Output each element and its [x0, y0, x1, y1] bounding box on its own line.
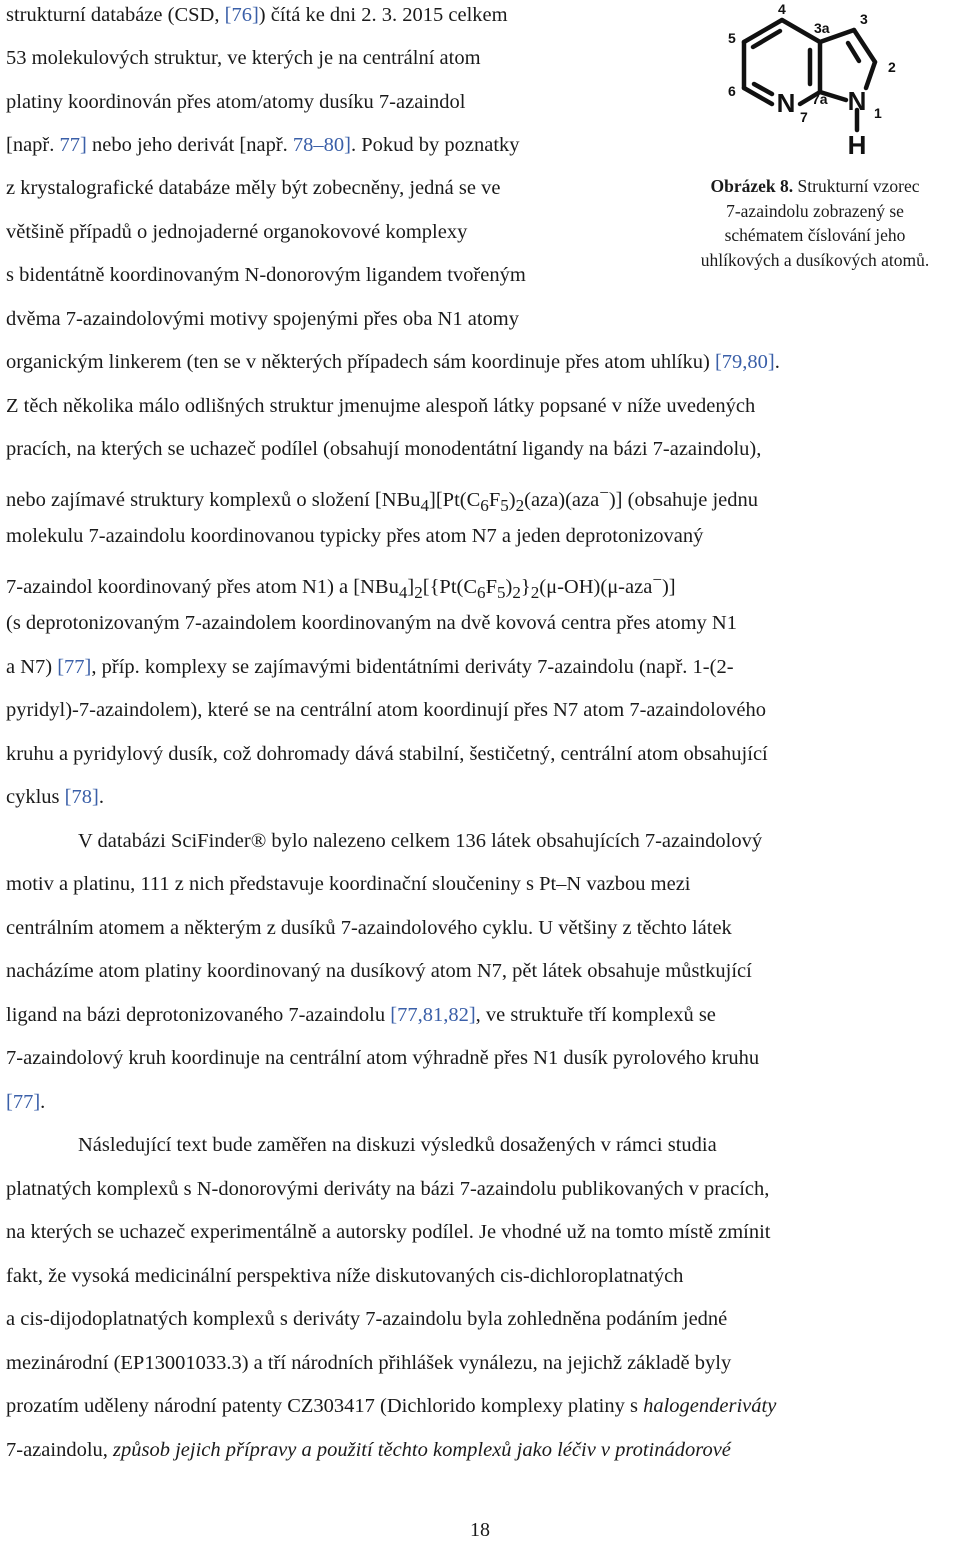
text-line: kruhu a pyridylový dusík, což dohromady dává stabilní, šestičetný, centrální atom obsahující	[6, 743, 768, 765]
text-line: 7-azaindol koordinovaný přes atom N1) a $[NBu_4]_2[\{Pt(C_6F_5)_2\}_2(\mu-OH)(\mu-aza^-)]$	[6, 570, 676, 602]
citation-link[interactable]: [77,81,82]	[390, 1004, 476, 1026]
text-line: na kterých se uchazeč experimentálně a autorsky podílel. Je vhodné už na tomto místě zmínit	[6, 1221, 771, 1243]
text-line: Následující text bude zaměřen na diskuzi výsledků dosažených v rámci studia	[78, 1134, 717, 1156]
citation-link[interactable]: 78–80]	[292, 134, 351, 156]
text-line: centrálním atomem a některým z dusíků 7-azaindolového cyklu. U většiny z těchto látek	[6, 917, 732, 939]
text-line: pracích, na kterých se uchazeč podílel (obsahují monodentátní ligandy na bázi 7-azaindolu),	[6, 438, 762, 460]
text-line: platiny koordinován přes atom/atomy dusíku 7-azaindol	[6, 91, 466, 113]
locant-6: 6	[728, 83, 736, 99]
text-line: mezinárodní (EP13001033.3) a tří národních přihlášek vynálezu, na jejichž základě byly	[6, 1352, 732, 1374]
caption-line: schématem číslování jeho	[724, 225, 906, 245]
atom-label-n1: N	[847, 86, 867, 116]
text-line: [např. 77] nebo jeho derivát [např. 78–80]. Pokud by poznatky	[6, 134, 520, 156]
citation-link[interactable]: 77]	[59, 134, 87, 156]
text-line: platnatých komplexů s N-donorovými deriváty na bázi 7-azaindolu publikovaných v pracích,	[6, 1178, 770, 1200]
text-line: většině případů o jednojaderné organokovové komplexy	[6, 221, 468, 243]
locant-7: 7	[800, 109, 808, 125]
text-line: strukturní databáze (CSD, [76]) čítá ke dni 2. 3. 2015 celkem	[6, 4, 508, 26]
text-line: Z těch několika málo odlišných struktur jmenujme alespoň látky popsané v níže uvedených	[6, 395, 756, 417]
text-line: (s deprotonizovaným 7-azaindolem koordinovaným na dvě kovová centra přes atomy N1	[6, 612, 737, 634]
citation-link[interactable]: [78]	[64, 786, 99, 808]
citation-link[interactable]: [76]	[224, 4, 259, 26]
citation-link[interactable]: [77]	[6, 1091, 41, 1113]
caption-line: Strukturní vzorec	[797, 176, 920, 196]
locant-4: 4	[778, 1, 786, 17]
caption-line: 7-azaindolu zobrazený se	[726, 200, 904, 221]
text-line: prozatím uděleny národní patenty CZ303417 (Dichlorido komplexy platiny s halogenderiváty	[6, 1395, 777, 1417]
text-line: 7-azaindolu, způsob jejich přípravy a použití těchto komplexů jako léčiv v protinádorové	[6, 1439, 731, 1461]
caption-label: Obrázek 8.	[710, 176, 794, 196]
atom-label-n7: N	[776, 88, 796, 118]
text-line: 7-azaindolový kruh koordinuje na centrální atom výhradně přes N1 dusík pyrolového kruhu	[6, 1047, 760, 1069]
text-line: nacházíme atom platiny koordinovaný na dusíkový atom N7, pět látek obsahuje můstkující	[6, 960, 752, 982]
text-line: dvěma 7-azaindolovými motivy spojenými přes oba N1 atomy	[6, 308, 519, 330]
text-line: nebo zajímavé struktury komplexů o složení $[NBu_4][Pt(C_6F_5)_2(aza)(aza^-)]$ (obsahuje jednu	[6, 483, 759, 515]
locant-5: 5	[728, 30, 736, 46]
caption-line: uhlíkových a dusíkových atomů.	[700, 249, 930, 270]
text-line: a N7) [77], příp. komplexy se zajímavými bidentátními deriváty 7-azaindolu (např. 1-(2-	[6, 656, 734, 678]
locant-7a: 7a	[812, 91, 828, 107]
locant-3: 3	[860, 11, 868, 27]
page-number: 18	[470, 1519, 490, 1541]
text-line: z krystalografické databáze měly být zobecněny, jedná se ve	[6, 177, 501, 199]
locant-1: 1	[874, 105, 882, 121]
locant-2: 2	[888, 59, 896, 75]
text-line: a cis-dijodoplatnatých komplexů s deriváty 7-azaindolu byla zohledněna podáním jedné	[6, 1308, 728, 1330]
text-line: s bidentátně koordinovaným N-donorovým ligandem tvořeným	[6, 264, 526, 286]
azaindole-structure-figure	[700, 0, 940, 160]
text-line: pyridyl)-7-azaindolem), které se na centrální atom koordinují přes N7 atom 7-azaindolového	[6, 699, 766, 721]
locant-3a: 3a	[814, 20, 830, 36]
text-line: ligand na bázi deprotonizovaného 7-azaindolu [77,81,82], ve struktuře tří komplexů se	[6, 1004, 716, 1026]
text-line: fakt, že vysoká medicinální perspektiva níže diskutovaných cis-dichloroplatnatých	[6, 1265, 684, 1287]
figure-caption	[672, 174, 958, 272]
text-line: [77].	[6, 1091, 46, 1113]
citation-link[interactable]: [77]	[57, 656, 92, 678]
text-line: 53 molekulových struktur, ve kterých je na centrální atom	[6, 47, 481, 69]
text-line: cyklus [78].	[6, 786, 104, 808]
citation-link[interactable]: [79,80]	[714, 351, 775, 373]
text-line: V databázi SciFinder® bylo nalezeno celkem 136 látek obsahujících 7-azaindolový	[78, 830, 763, 852]
text-line: motiv a platinu, 111 z nich představuje koordinační sloučeniny s Pt–N vazbou mezi	[6, 873, 691, 895]
text-line: molekulu 7-azaindolu koordinovanou typicky přes atom N7 a jeden deprotonizovaný	[6, 525, 704, 547]
atom-label-h: H	[847, 130, 867, 160]
text-line: organickým linkerem (ten se v některých případech sám koordinuje přes atom uhlíku) [79,80].	[6, 351, 780, 373]
